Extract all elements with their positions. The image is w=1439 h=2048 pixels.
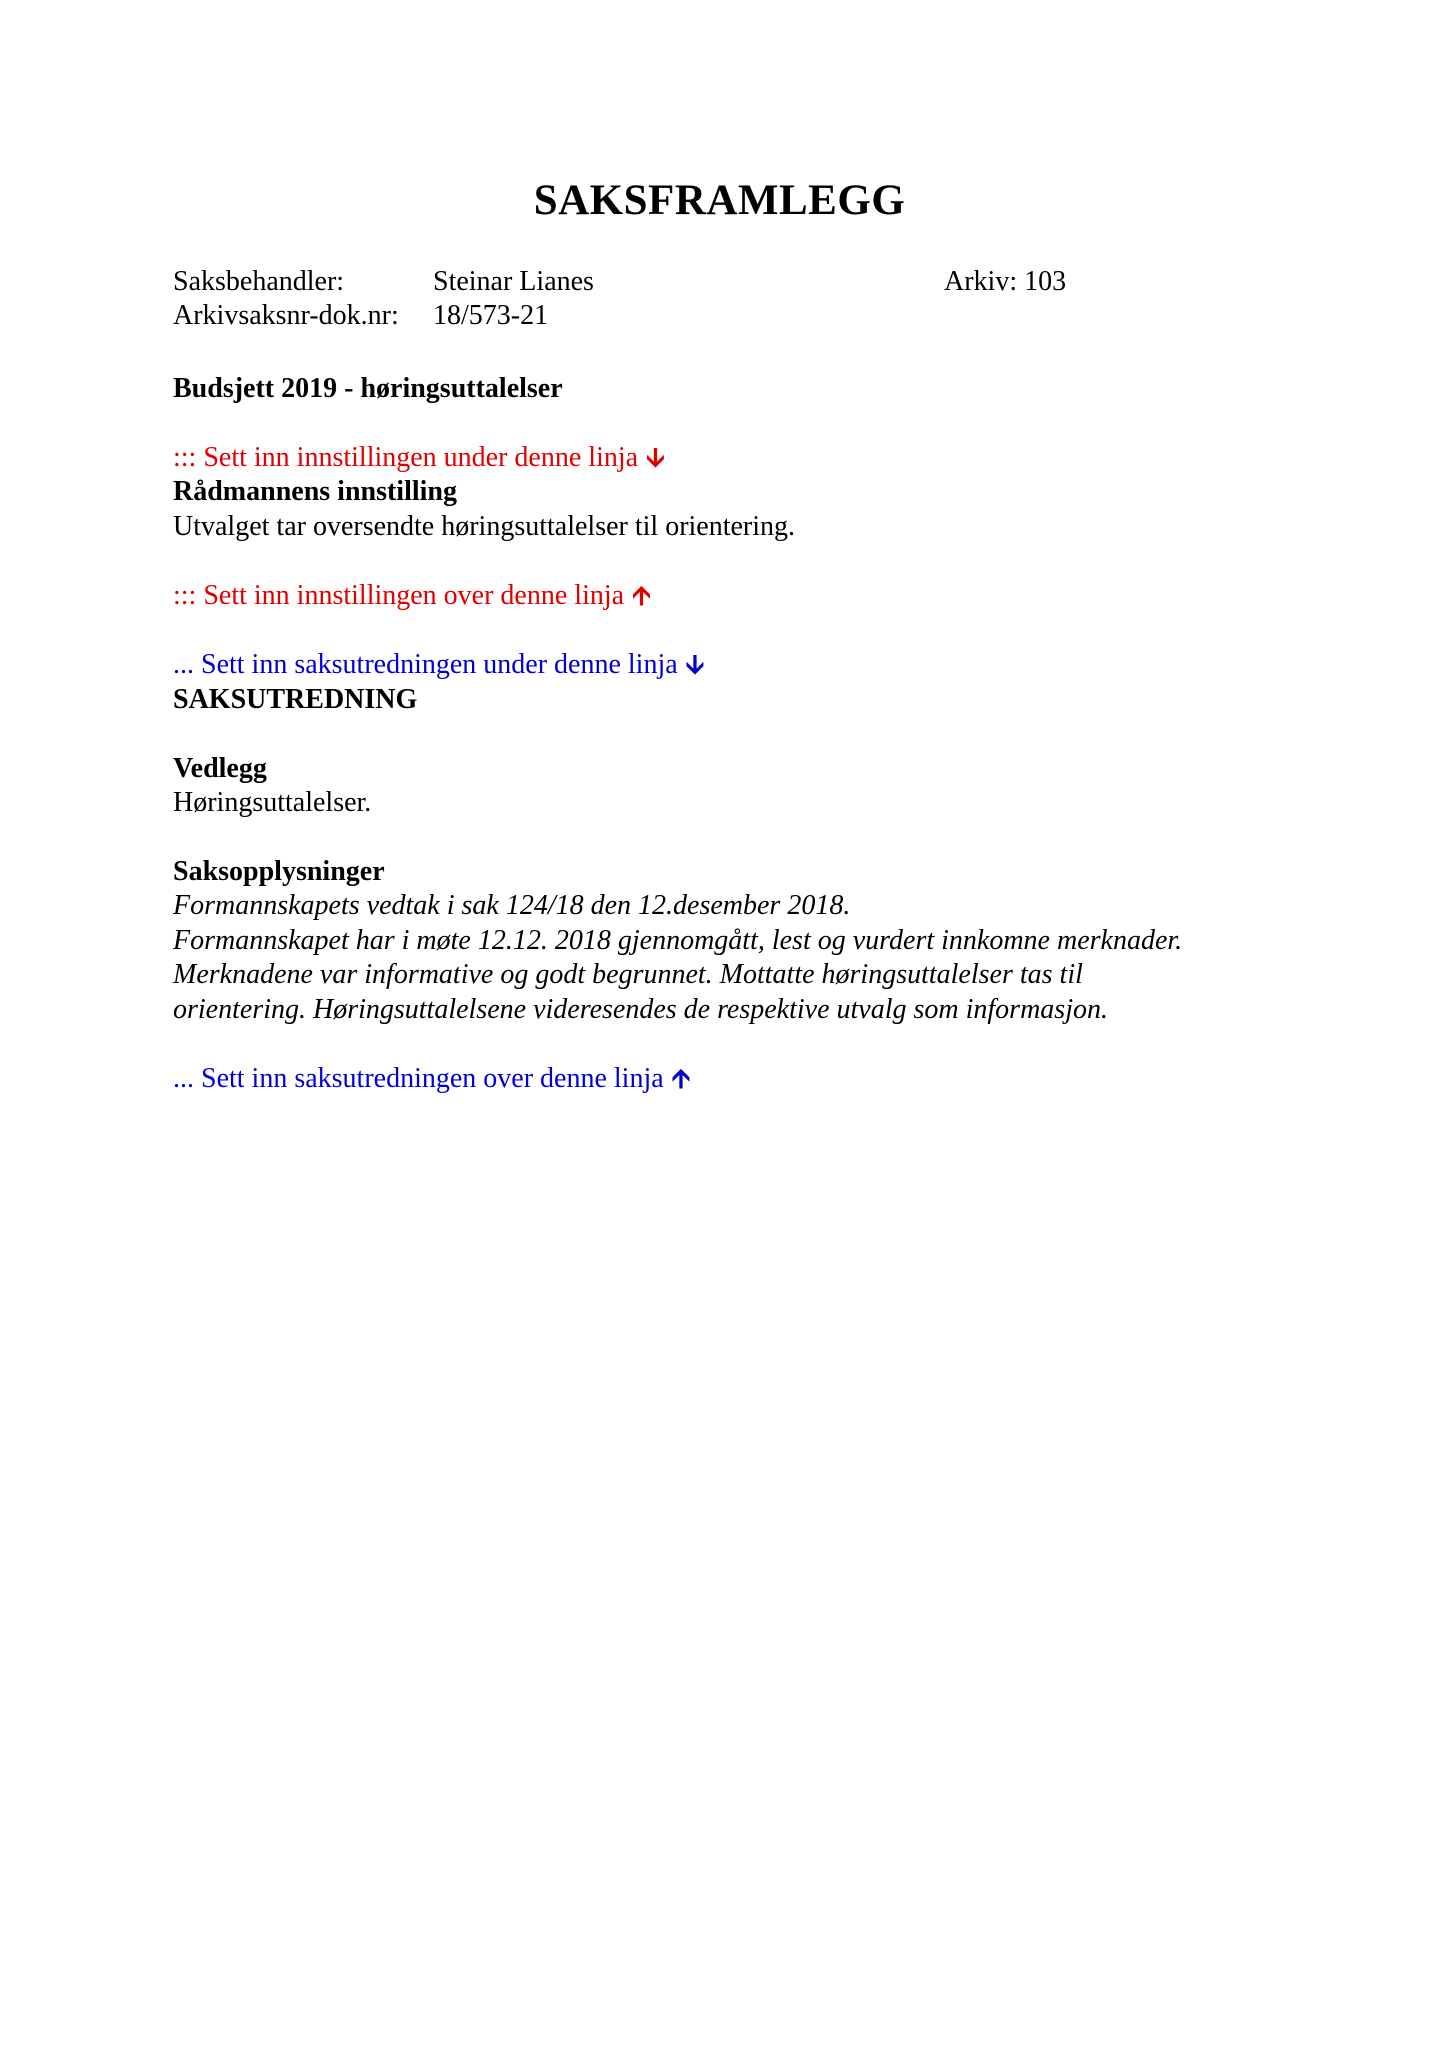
arrow-down-icon: 🡫 bbox=[685, 650, 705, 680]
saksopplysninger-line: Formannskapets vedtak i sak 124/18 den 12.desember 2018. bbox=[173, 890, 851, 921]
saksutredning-start-marker-text: ... Sett inn saksutredningen under denne linja bbox=[173, 649, 678, 680]
saksutredning-end-marker bbox=[173, 1062, 690, 1096]
saksutredning-heading: SAKSUTREDNING bbox=[173, 684, 418, 715]
saksbehandler-label: Saksbehandler: bbox=[173, 266, 345, 297]
subject-heading: Budsjett 2019 - høringsuttalelser bbox=[173, 373, 563, 404]
document-title: SAKSFRAMLEGG bbox=[533, 177, 906, 224]
innstilling-start-marker bbox=[173, 441, 665, 475]
vedlegg-text: Høringsuttalelser. bbox=[173, 787, 372, 818]
arkivsaksnr-label: Arkivsaksnr-dok.nr: bbox=[173, 300, 399, 331]
saksopplysninger-line: Formannskapet har i møte 12.12. 2018 gjennomgått, lest og vurdert innkomne merknader. bbox=[173, 925, 1183, 956]
innstilling-text: Utvalget tar oversendte høringsuttalelser til orientering. bbox=[173, 511, 796, 542]
saksopplysninger-line: Merknadene var informative og godt begrunnet. Mottatte høringsuttalelser tas til bbox=[173, 959, 1083, 990]
arkivsaksnr-value: 18/573-21 bbox=[433, 300, 549, 331]
saksutredning-start-marker bbox=[173, 648, 704, 682]
innstilling-start-marker-text: ::: Sett inn innstillingen under denne linja bbox=[173, 442, 639, 473]
arrow-up-icon: 🡩 bbox=[671, 1064, 691, 1094]
innstilling-end-marker bbox=[173, 579, 651, 613]
saksopplysninger-heading: Saksopplysninger bbox=[173, 856, 385, 887]
vedlegg-heading: Vedlegg bbox=[173, 753, 267, 784]
arrow-down-icon: 🡫 bbox=[646, 443, 665, 473]
saksutredning-end-marker-text: ... Sett inn saksutredningen over denne linja bbox=[173, 1063, 664, 1094]
arrow-up-icon: 🡩 bbox=[632, 581, 651, 611]
saksopplysninger-line: orientering. Høringsuttalelsene videresendes de respektive utvalg som informasjon. bbox=[173, 994, 1108, 1025]
innstilling-heading: Rådmannens innstilling bbox=[173, 476, 457, 507]
innstilling-end-marker-text: ::: Sett inn innstillingen over denne linja bbox=[173, 580, 625, 611]
saksbehandler-value: Steinar Lianes bbox=[433, 266, 594, 297]
arkiv-code: Arkiv: 103 bbox=[944, 266, 1067, 297]
